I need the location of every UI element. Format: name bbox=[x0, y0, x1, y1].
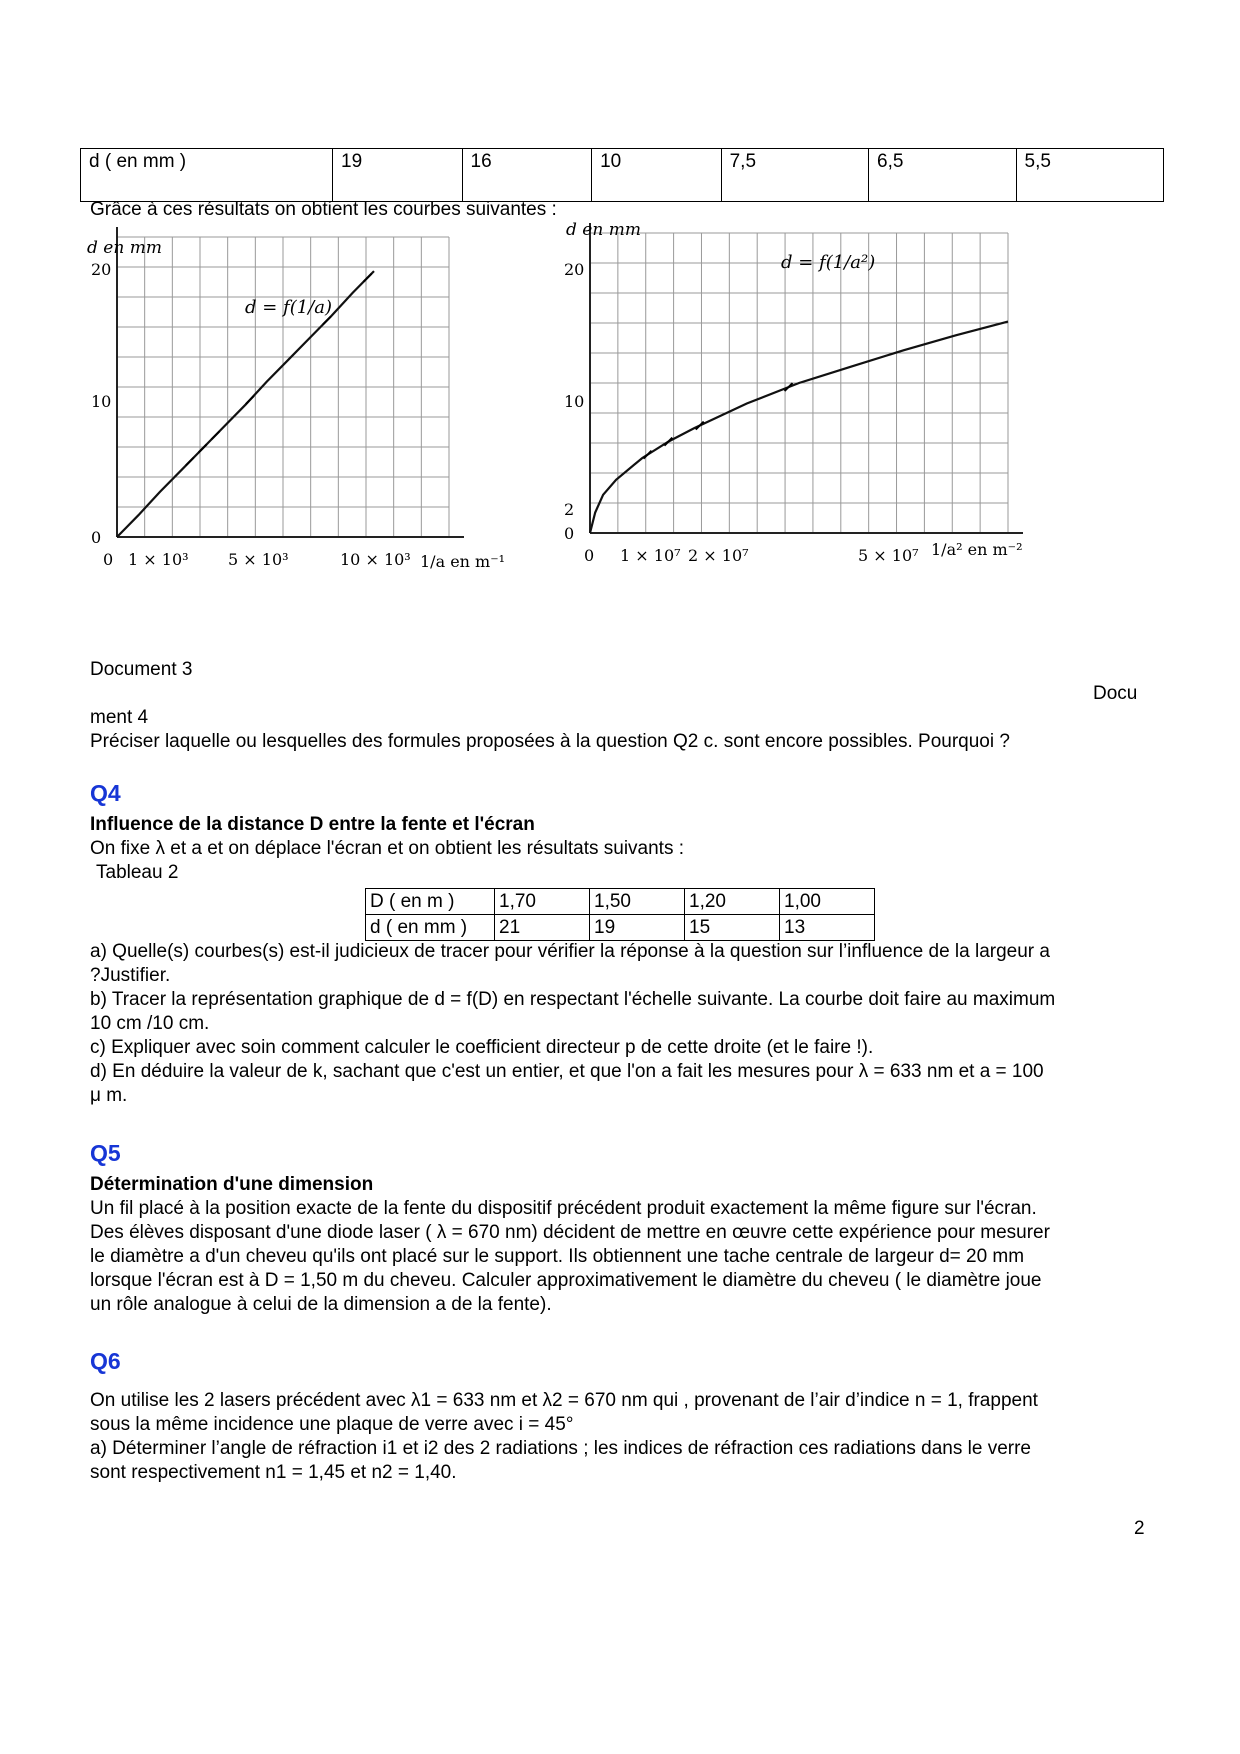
table-cell: D ( en m ) bbox=[366, 889, 495, 915]
curve-formula-label: d = f(1/a) bbox=[245, 297, 333, 318]
y-tick-label: 20 bbox=[91, 260, 112, 279]
x-tick-label: 2 × 10⁷ bbox=[688, 546, 749, 565]
table-row bbox=[81, 149, 1164, 202]
q4-intro: On fixe λ et a et on déplace l'écran et on obtient les résultats suivants : bbox=[90, 838, 685, 859]
data-point bbox=[186, 457, 194, 465]
data-point bbox=[246, 396, 254, 404]
q4-question-b-line2: 10 cm /10 cm. bbox=[90, 1013, 210, 1034]
document-3-label: Document 3 bbox=[90, 659, 193, 680]
x-tick-label: 0 bbox=[584, 546, 595, 565]
q5-text-line: Des élèves disposant d'une diode laser ( λ = 670 nm) décident de mettre en œuvre cette expérience pour mesurer bbox=[90, 1222, 1050, 1243]
q4-question-d-line1: d) En déduire la valeur de k, sachant que c'est un entier, et que l'on a fait les mesures pour λ = 633 nm et a = 100 bbox=[90, 1061, 1044, 1082]
q4-question-a-line2: ?Justifier. bbox=[90, 965, 171, 986]
q5-text-line: le diamètre a d'un cheveu qu'ils ont placé sur le support. Ils obtiennent une tache centrale de largeur d= 20 mm bbox=[90, 1246, 1025, 1267]
table-cell: 13 bbox=[780, 915, 875, 941]
data-point bbox=[364, 274, 372, 282]
q6-text-line: On utilise les 2 lasers précédent avec λ1 = 633 nm et λ2 = 670 nm qui , provenant de l’air d’indice n = 1, frappent bbox=[90, 1390, 1038, 1411]
y-tick-label: 2 bbox=[564, 500, 575, 519]
table-row bbox=[366, 915, 875, 941]
q5-text-line: lorsque l'écran est à D = 1,50 m du cheveu. Calculer approximativement le diamètre du cheveu ( le diamètre joue bbox=[90, 1270, 1042, 1291]
q5-text-line: un rôle analogue à celui de la dimension a de la fente). bbox=[90, 1294, 552, 1315]
q6-text-line: sont respectivement n1 = 1,45 et n2 = 1,40. bbox=[90, 1462, 457, 1483]
x-axis-label: 1/a² en m⁻² bbox=[931, 540, 1023, 559]
q5-title: Détermination d'une dimension bbox=[90, 1174, 374, 1195]
y-tick-label: 0 bbox=[564, 524, 575, 543]
intro-curves-text: Grâce à ces résultats on obtient les courbes suivantes : bbox=[90, 199, 557, 220]
q6-text-line: a) Déterminer l’angle de réfraction i1 et i2 des 2 radiations ; les indices de réfraction ces radiations dans le verre bbox=[90, 1438, 1031, 1459]
data-point bbox=[643, 451, 651, 459]
q5-heading: Q5 bbox=[90, 1140, 121, 1166]
table-cell: 10 bbox=[592, 149, 722, 202]
x-tick-label: 10 × 10³ bbox=[340, 550, 411, 569]
measurement-table-d bbox=[80, 148, 1164, 202]
x-tick-label: 1 × 10³ bbox=[128, 550, 189, 569]
y-axis-label: d en mm bbox=[87, 238, 162, 258]
table-2-caption: Tableau 2 bbox=[96, 862, 179, 883]
table-cell: 1,50 bbox=[590, 889, 685, 915]
table-cell: 15 bbox=[685, 915, 780, 941]
x-tick-label: 5 × 10⁷ bbox=[858, 546, 919, 565]
q4-heading: Q4 bbox=[90, 780, 121, 806]
data-point bbox=[696, 422, 704, 430]
table-cell: 7,5 bbox=[721, 149, 868, 202]
q6-heading: Q6 bbox=[90, 1348, 121, 1374]
table-cell: d ( en mm ) bbox=[81, 149, 333, 202]
y-axis-label: d en mm bbox=[566, 220, 641, 240]
q4-question-a-line1: a) Quelle(s) courbes(s) est-il judicieux de tracer pour vérifier la réponse à la question sur l’influence de la largeur a bbox=[90, 941, 1050, 962]
y-tick-label: 0 bbox=[91, 528, 102, 547]
table-cell: 21 bbox=[495, 915, 590, 941]
x-tick-label: 1 × 10⁷ bbox=[620, 546, 681, 565]
q4-title: Influence de la distance D entre la fente et l'écran bbox=[90, 814, 535, 835]
graph-d-vs-inverse-a-squared bbox=[548, 220, 1088, 655]
q6-text-line: sous la même incidence une plaque de verre avec i = 45° bbox=[90, 1414, 574, 1435]
document-4-label-part2: ment 4 bbox=[90, 707, 149, 728]
y-tick-label: 20 bbox=[564, 260, 585, 279]
q5-text-line: Un fil placé à la position exacte de la fente du dispositif précédent produit exactement la même figure sur l'écran. bbox=[90, 1198, 1037, 1219]
table-cell: 5,5 bbox=[1016, 149, 1164, 202]
table-2 bbox=[365, 888, 875, 941]
document-4-label-part1: Docu bbox=[1093, 683, 1138, 704]
table-cell: d ( en mm ) bbox=[366, 915, 495, 941]
q4-question-d-line2: μ m. bbox=[90, 1085, 128, 1106]
page-number: 2 bbox=[1134, 1518, 1145, 1539]
q4-question-b-line1: b) Tracer la représentation graphique de d = f(D) en respectant l'échelle suivante. La courbe doit faire au maximum bbox=[90, 989, 1056, 1010]
q4-question-c: c) Expliquer avec soin comment calculer le coefficient directeur p de cette droite (et le faire !). bbox=[90, 1037, 874, 1058]
table-cell: 6,5 bbox=[869, 149, 1016, 202]
table-cell: 16 bbox=[462, 149, 592, 202]
table-cell: 1,20 bbox=[685, 889, 780, 915]
x-tick-label: 0 bbox=[103, 550, 114, 569]
table-cell: 1,70 bbox=[495, 889, 590, 915]
graph-d-vs-inverse-a bbox=[85, 235, 555, 655]
table-cell: 19 bbox=[590, 915, 685, 941]
q2-followup-question: Préciser laquelle ou lesquelles des formules proposées à la question Q2 c. sont encore possibles. Pourquoi ? bbox=[90, 731, 1010, 752]
table-row bbox=[366, 889, 875, 915]
data-point bbox=[664, 438, 672, 446]
x-axis-label: 1/a en m⁻¹ bbox=[420, 552, 506, 571]
y-tick-label: 10 bbox=[91, 392, 112, 411]
curve-formula-label: d = f(1/a²) bbox=[781, 252, 876, 273]
x-tick-label: 5 × 10³ bbox=[228, 550, 289, 569]
table-cell: 1,00 bbox=[780, 889, 875, 915]
table-cell: 19 bbox=[333, 149, 463, 202]
y-tick-label: 10 bbox=[564, 392, 585, 411]
data-point bbox=[212, 431, 220, 439]
